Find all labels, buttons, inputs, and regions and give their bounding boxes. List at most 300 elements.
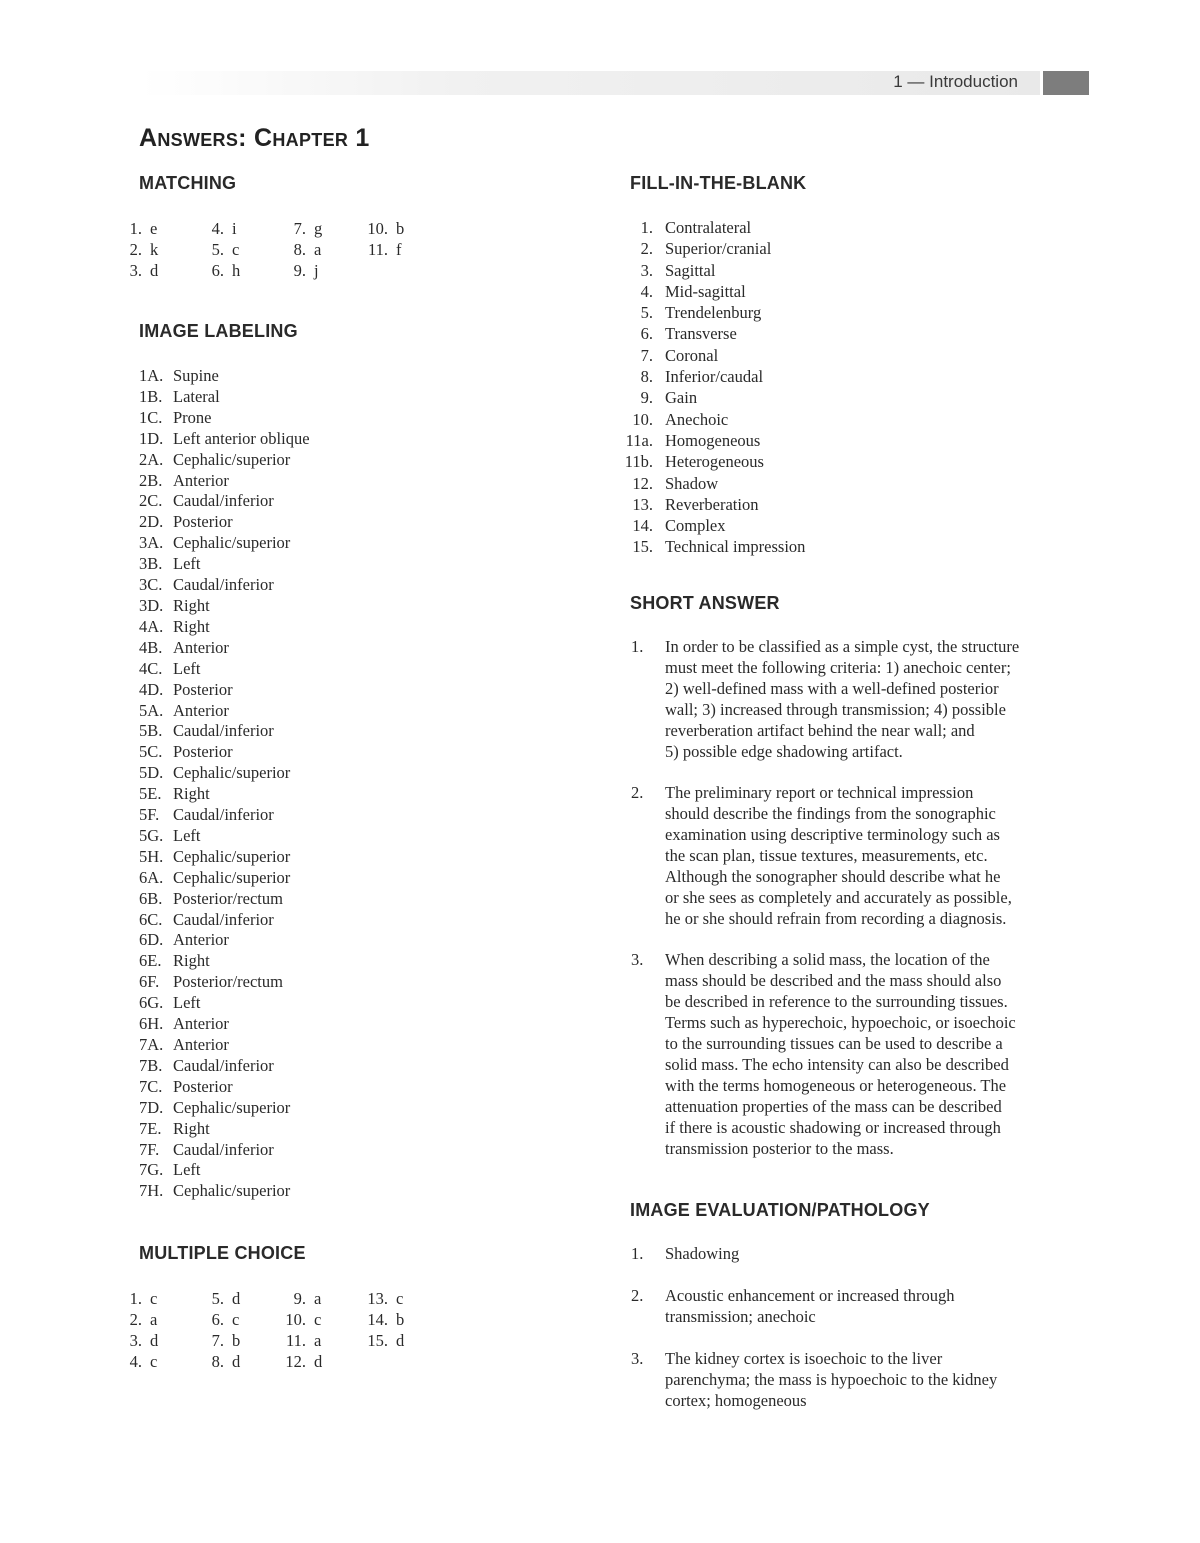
item-key: 5F. [139,805,160,825]
item-value: Caudal/inferior [173,721,274,741]
item-key: 11b. [624,452,653,472]
text-line: 5) possible edge shadowing artifact. [665,742,903,761]
item-key: 2. [631,1286,644,1305]
item-value: Sagittal [665,260,716,280]
item-key: 4B. [139,637,163,657]
running-head: 1 — Introduction [893,72,1018,91]
answer-item [112,260,194,281]
item-text [665,1243,1091,1264]
answer-item [112,1288,194,1309]
item-value: Left [173,993,201,1013]
item-number: 2. [129,1310,142,1329]
item-text [665,949,1091,1159]
item-key: 14. [632,516,653,536]
item-text [665,782,1091,929]
list-item [623,515,805,536]
item-key: 1. [640,218,653,237]
list-item [139,889,310,910]
item-key: 6B. [139,888,163,908]
item-answer: c [314,1310,322,1329]
fill-in-the-blank-answers [623,217,805,558]
item-key: 3A. [139,533,164,553]
text-line: reverberation artifact behind the near wall; and [665,721,975,740]
text-line: transmission; anechoic [665,1307,816,1326]
text-line: In order to be classified as a simple cyst, the structure [665,637,1020,656]
item-key: 6D. [139,930,164,950]
item-number: 5. [211,240,224,259]
item-key: 1. [631,637,644,656]
item-text [665,636,1091,762]
answer-item [112,218,194,239]
list-item [139,533,310,554]
list-item [139,554,310,575]
item-value: Technical impression [665,537,806,557]
text-line: transmission posterior to the mass. [665,1139,894,1158]
list-item [139,366,310,387]
list-item [623,323,805,344]
item-value: Posterior [173,679,233,699]
item-number: 3. [129,261,142,280]
item-key: 5. [640,303,653,323]
header-accent-block [1043,71,1089,95]
image-labeling-heading: IMAGE LABELING [139,321,298,341]
item-value: Anterior [173,930,229,950]
list-item [631,949,1091,1159]
item-key: 3D. [139,595,164,615]
item-key: 12. [632,473,653,493]
list-item [139,491,310,512]
list-item [631,1348,1091,1411]
item-value: Anterior [173,470,229,490]
item-number: 9. [293,1289,306,1308]
item-answer: f [396,240,402,259]
list-item [623,387,805,408]
item-key: 9. [640,388,653,408]
item-value: Heterogeneous [665,452,764,472]
list-item [139,471,310,492]
answer-item [112,1351,194,1372]
list-item [623,366,805,387]
matching-heading: MATCHING [139,173,237,193]
item-key: 5D. [139,763,164,783]
item-answer: b [396,219,405,238]
chapter-title: Answers: Chapter 1 [139,124,370,152]
item-number: 15. [367,1331,388,1350]
list-item [139,638,310,659]
answer-item [112,239,194,260]
item-key: 5A. [139,700,164,720]
item-key: 5C. [139,742,163,762]
text-line: Acoustic enhancement or increased through [665,1286,955,1305]
item-value: Complex [665,516,726,536]
text-line: be described in reference to the surrounding tissues. [665,992,1008,1011]
item-answer: c [150,1289,158,1308]
item-value: Posterior [173,512,233,532]
list-item [631,1243,1091,1264]
item-value: Left [173,825,201,845]
item-value: Inferior/caudal [665,367,764,387]
item-key: 6F. [139,972,160,992]
item-answer: a [314,1331,322,1350]
list-item [139,701,310,722]
item-number: 14. [367,1310,388,1329]
list-item [623,451,805,472]
list-item [139,1181,310,1202]
item-answer: c [150,1352,158,1371]
item-key: 3B. [139,554,163,574]
answer-item [194,1309,276,1330]
answer-item [194,260,276,281]
item-key: 10. [632,409,653,429]
list-item [623,238,805,259]
item-value: Cephalic/superior [173,449,291,469]
text-line: to the surrounding tissues can be used to describe a [665,1034,1003,1053]
text-line: 2) well-defined mass with a well-defined posterior [665,679,999,698]
item-key: 7H. [139,1181,164,1201]
item-key: 3. [631,950,644,969]
multiple-choice-heading: MULTIPLE CHOICE [139,1243,306,1263]
item-key: 2C. [139,491,163,511]
text-line: should describe the findings from the sonographic [665,804,996,823]
answer-item [276,1288,358,1309]
list-item [631,782,1091,929]
answer-item [194,1288,276,1309]
item-answer: c [232,1310,240,1329]
item-number: 11. [367,240,388,259]
item-value: Cephalic/superior [173,1097,291,1117]
item-value: Lateral [173,386,220,406]
text-line: examination using descriptive terminology such as [665,825,1000,844]
item-value: Right [173,1118,210,1138]
item-number: 2. [129,240,142,259]
answer-item [276,1330,358,1351]
item-value: Cephalic/superior [173,846,291,866]
item-key: 1D. [139,428,164,448]
short-answer-heading: SHORT ANSWER [630,593,780,613]
item-answer: a [314,1289,322,1308]
text-line: The kidney cortex is isoechoic to the liver [665,1349,943,1368]
list-item [139,575,310,596]
text-line: cortex; homogeneous [665,1391,807,1410]
item-key: 15. [632,537,653,557]
list-item [139,1077,310,1098]
list-item [139,1140,310,1161]
item-text [665,1285,1091,1327]
list-item [139,826,310,847]
item-answer: d [150,261,159,280]
item-value: Left anterior oblique [173,428,310,448]
item-answer: c [232,240,240,259]
item-key: 6H. [139,1014,164,1034]
text-line: The preliminary report or technical impression [665,783,974,802]
item-answer: d [396,1331,405,1350]
item-key: 1C. [139,407,163,427]
list-item [139,1056,310,1077]
list-item [139,1119,310,1140]
item-key: 7C. [139,1076,163,1096]
list-item [139,763,310,784]
item-key: 4. [640,281,653,301]
answer-item [112,1309,194,1330]
item-answer: b [232,1331,241,1350]
text-line: Although the sonographer should describe what he [665,867,1001,886]
item-key: 1B. [139,386,163,406]
answer-item [276,1351,358,1372]
item-value: Transverse [665,324,737,344]
item-answer: d [232,1289,241,1308]
item-key: 5G. [139,825,164,845]
item-value: Trendelenburg [665,303,762,323]
list-item [623,494,805,515]
item-value: Mid-sagittal [665,281,746,301]
text-line: wall; 3) increased through transmission; 4) possible [665,700,1006,719]
item-number: 10. [285,1310,306,1329]
item-number: 10. [367,219,388,238]
text-line: must meet the following criteria: 1) anechoic center; [665,658,1011,677]
answer-item [358,239,440,260]
item-number: 4. [129,1352,142,1371]
item-answer: i [232,219,237,238]
item-number: 11. [285,1331,306,1350]
short-answer-answers [631,636,1091,1159]
item-key: 6C. [139,909,163,929]
answer-item [276,239,358,260]
list-item [139,972,310,993]
item-answer: g [314,219,323,238]
item-key: 7A. [139,1035,164,1054]
item-answer: k [150,240,159,259]
item-key: 6A. [139,867,164,887]
item-number: 8. [211,1352,224,1371]
list-item [139,429,310,450]
image-evaluation-heading: IMAGE EVALUATION/PATHOLOGY [630,1200,930,1220]
item-value: Right [173,951,210,971]
list-item [139,387,310,408]
item-key: 5B. [139,721,163,741]
matching-answers [112,218,440,281]
list-item [623,281,805,302]
list-item [139,1160,310,1181]
list-item [139,408,310,429]
item-answer: d [314,1352,323,1371]
text-line: if there is acoustic shadowing or increased through [665,1118,1001,1137]
list-item [623,536,805,557]
item-value: Right [173,595,210,615]
item-value: Superior/cranial [665,239,772,259]
list-item [139,805,310,826]
item-value: Gain [665,388,698,408]
item-key: 3. [640,260,653,280]
item-value: Caudal/inferior [173,909,274,929]
item-value: Left [173,658,201,678]
list-item [623,302,805,323]
item-key: 2D. [139,512,164,532]
item-number: 8. [293,240,306,259]
image-evaluation-answers [631,1243,1091,1411]
multiple-choice-answers [112,1288,440,1372]
list-item [139,512,310,533]
item-number: 12. [285,1352,306,1371]
image-labeling-answers [139,366,310,1202]
item-key: 7F. [139,1139,160,1159]
list-item [139,1098,310,1119]
list-item [623,430,805,451]
text-line: he or she should refrain from recording a diagnosis. [665,909,1007,928]
list-item [139,680,310,701]
item-value: Cephalic/superior [173,533,291,553]
text-line: with the terms homogeneous or heterogeneous. The [665,1076,1007,1095]
item-key: 4D. [139,679,164,699]
item-key: 6E. [139,951,162,971]
item-value: Cephalic/superior [173,763,291,783]
item-number: 6. [211,1310,224,1329]
list-item [139,742,310,763]
item-number: 1. [129,1289,142,1308]
answer-item [194,218,276,239]
item-value: Cephalic/superior [173,867,291,887]
item-value: Posterior [173,1076,233,1096]
item-value: Shadow [665,473,719,493]
answer-item [276,218,358,239]
item-key: 2A. [139,449,164,469]
text-line: Shadowing [665,1244,740,1263]
item-number: 9. [293,261,306,280]
item-value: Left [173,1160,201,1180]
item-key: 2B. [139,470,163,490]
item-value: Prone [173,407,212,427]
item-key: 7G. [139,1160,164,1180]
item-value: Right [173,616,210,636]
item-key: 7D. [139,1097,164,1117]
item-key: 6G. [139,993,164,1013]
item-answer: d [232,1352,241,1371]
list-item [623,260,805,281]
item-value: Anterior [173,637,229,657]
list-item [139,930,310,951]
list-item [139,1035,310,1056]
item-key: 3. [631,1349,644,1368]
list-item [139,868,310,889]
item-value: Right [173,784,210,804]
text-line: solid mass. The echo intensity can also be described [665,1055,1009,1074]
text-line: the scan plan, tissue textures, measurements, etc. [665,846,988,865]
item-key: 1A. [139,366,164,385]
item-number: 6. [211,261,224,280]
list-item [139,450,310,471]
item-value: Left [173,554,201,574]
item-key: 13. [632,494,653,514]
item-value: Contralateral [665,218,752,237]
list-item [139,784,310,805]
item-value: Posterior/rectum [173,888,283,908]
item-key: 7. [640,345,653,365]
list-item [139,1014,310,1035]
item-value: Caudal/inferior [173,1139,274,1159]
item-number: 13. [367,1289,388,1308]
item-value: Caudal/inferior [173,805,274,825]
list-item [139,993,310,1014]
item-value: Anterior [173,700,229,720]
list-item [139,659,310,680]
answer-item [276,260,358,281]
item-key: 7B. [139,1055,163,1075]
list-item [631,636,1091,762]
list-item [139,910,310,931]
text-line: or she sees as completely and accurately as possible, [665,888,1012,907]
item-value: Homogeneous [665,430,761,450]
item-value: Caudal/inferior [173,575,274,595]
answer-item [358,1330,440,1351]
item-key: 1. [631,1244,644,1263]
item-value: Anechoic [665,409,729,429]
item-key: 8. [640,367,653,387]
answer-item [112,1330,194,1351]
item-number: 7. [211,1331,224,1350]
answer-item [194,1330,276,1351]
item-number: 3. [129,1331,142,1350]
item-text [665,1348,1091,1411]
item-answer: c [396,1289,404,1308]
item-key: 6. [640,324,653,344]
list-item [139,721,310,742]
item-key: 5H. [139,846,164,866]
item-key: 2. [640,239,653,259]
item-number: 5. [211,1289,224,1308]
item-key: 2. [631,783,644,802]
list-item [139,951,310,972]
list-item [139,617,310,638]
answer-item [358,218,440,239]
item-value: Supine [173,366,219,385]
answer-item [358,1288,440,1309]
item-answer: d [150,1331,159,1350]
item-answer: a [314,240,322,259]
list-item [623,409,805,430]
text-line: When describing a solid mass, the location of the [665,950,990,969]
item-key: 11a. [625,430,653,450]
item-key: 5E. [139,784,162,804]
item-number: 7. [293,219,306,238]
list-item [631,1285,1091,1327]
item-answer: b [396,1310,405,1329]
item-number: 4. [211,219,224,238]
item-value: Posterior/rectum [173,972,283,992]
item-value: Cephalic/superior [173,1181,291,1201]
text-line: parenchyma; the mass is hypoechoic to the kidney [665,1370,998,1389]
list-item [139,847,310,868]
answer-item [276,1309,358,1330]
answer-item [358,1309,440,1330]
list-item [623,217,805,238]
text-line: Terms such as hyperechoic, hypoechoic, or isoechoic [665,1013,1016,1032]
answer-item [194,239,276,260]
fill-in-the-blank-heading: FILL-IN-THE-BLANK [630,173,807,193]
item-key: 3C. [139,575,163,595]
list-item [623,473,805,494]
item-value: Posterior [173,742,233,762]
item-value: Anterior [173,1014,229,1034]
text-line: attenuation properties of the mass can be described [665,1097,1002,1116]
item-value: Caudal/inferior [173,491,274,511]
answer-item [194,1351,276,1372]
item-value: Caudal/inferior [173,1055,274,1075]
item-key: 7E. [139,1118,162,1138]
item-key: 4A. [139,616,164,636]
text-line: mass should be described and the mass should also [665,971,1002,990]
item-key: 4C. [139,658,163,678]
item-answer: h [232,261,241,280]
item-value: Reverberation [665,494,759,514]
